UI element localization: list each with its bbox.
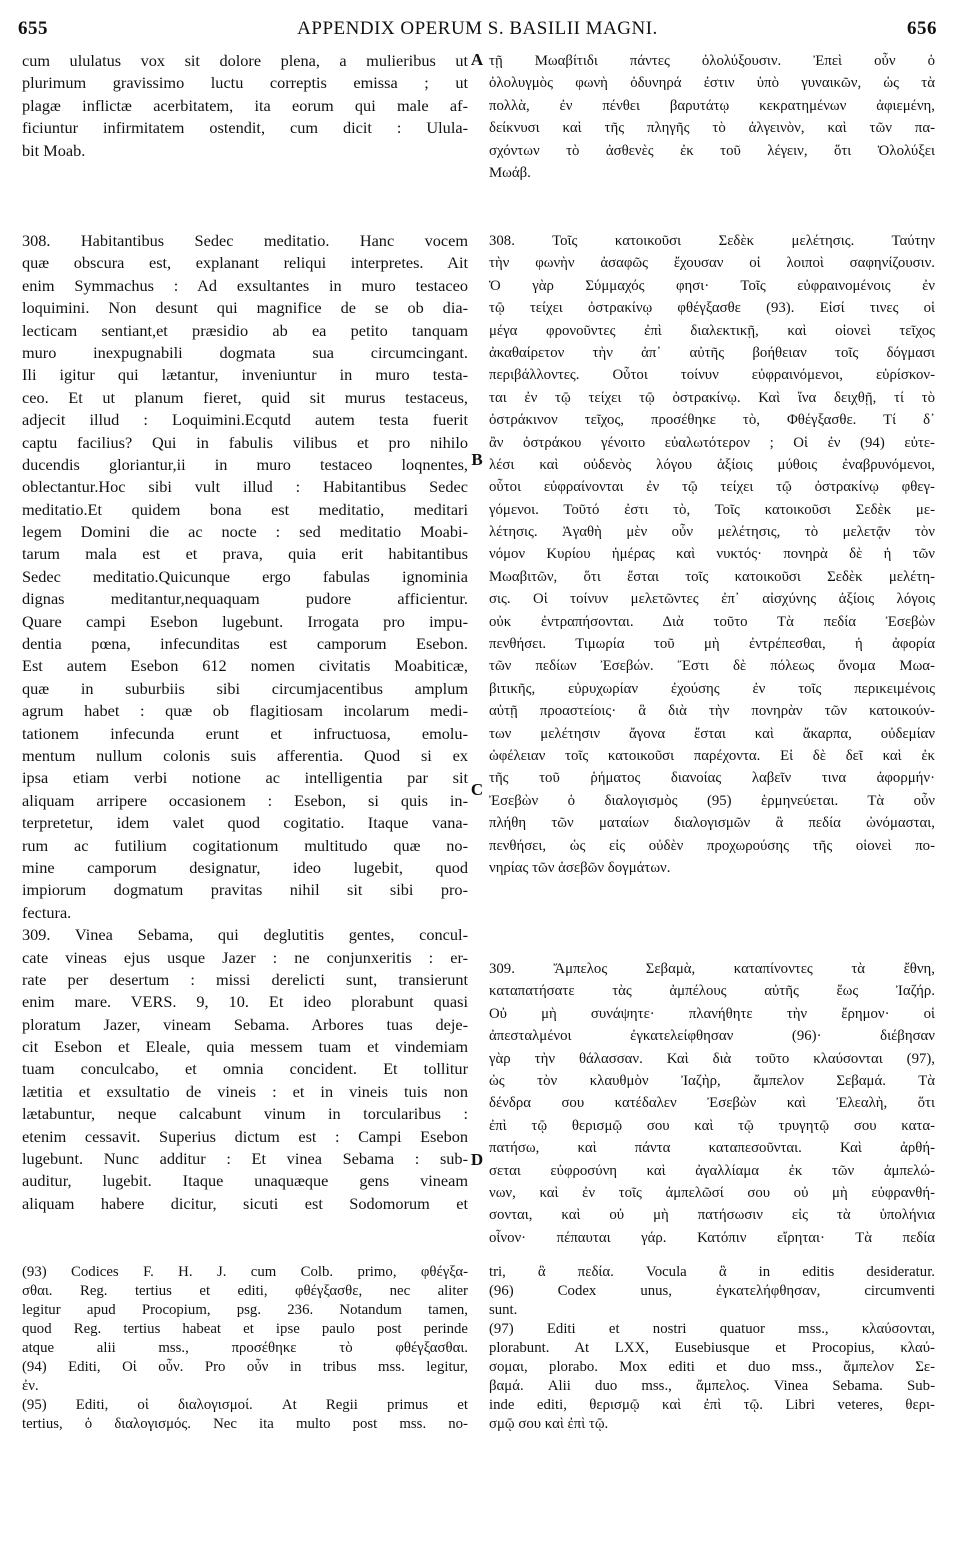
text-line: οἶνον· πέπαυται γάρ. Κατόπιν εἴρηται· Τὰ πεδία xyxy=(489,1229,935,1246)
running-title: APPENDIX OPERUM S. BASILII MAGNI. xyxy=(297,18,658,39)
text-line: δένδρα σου κατέδαλεν Ἐσεβὼν καὶ Ἐλεαλὴ, ὅτι xyxy=(489,1095,935,1112)
text-line: πενθήσει. Τιμωρία τοῦ μὴ ἐντρέπεσθαι, ἡ ἀφορία xyxy=(489,636,935,653)
margin-marker-a: A xyxy=(470,50,484,69)
text-line: νόμον Κυρίου ἡμέρας καὶ νυκτός· πονηρὰ δὲ ἡ τῶν xyxy=(489,546,935,563)
text-line: σθαι. Reg. tertius et editi, φθέγξασθε, nec aliter xyxy=(22,1283,468,1299)
text-line: tationem infecunda erunt et infructuosa, emolu- xyxy=(22,723,468,743)
text-line: ducendis gloriantur,ii in muro testaceo loqnentes, xyxy=(22,454,468,474)
text-line: (95) Editi, οἱ διαλογισμοί. At Regii primus et xyxy=(22,1397,468,1413)
text-line: περιβάλλοντες. Οὗτοι τοίνυν εὐφραινόμενοι, εὑρίσκον- xyxy=(489,367,935,384)
text-line: cum ululatus vox sit dolore plena, a mulieribus ut xyxy=(22,51,468,70)
text-line: ceo. Et ut planum fieret, quid sit murus testaceus, xyxy=(22,387,468,407)
text-line: λέσι καὶ οὐδενὸς λόγου ἀξίοις μύθοις ἐναβρυνόμενοι, xyxy=(489,456,935,473)
text-line: quæ in suburbiis sibi circumjacentibus amplum xyxy=(22,678,468,698)
text-line: captu facilius? Qui in fabulis vilibus et pro nihilo xyxy=(22,432,468,452)
text-line: lætitia et exsultatio de vineis : et in vineis tuis non xyxy=(22,1081,468,1101)
text-line: σχόντων τὸ ἀσθενὲς ἐκ τοῦ λέγειν, ὅτι Ὀλολύξει xyxy=(489,142,935,159)
text-line: quæ obscura est, explanant reliqui interpretes. Ait xyxy=(22,253,468,273)
text-line: Οὐ μὴ συνάψητε· πλανήθητε τὴν ἔρημον· οἱ xyxy=(489,1005,935,1022)
text-line: dentia pœna, infecunditas est camporum Esebon. xyxy=(22,634,468,654)
text-line: lætabuntur, neque calcabunt vinum in torcularibus : xyxy=(22,1104,468,1124)
greek-column-309 xyxy=(489,958,935,1249)
text-line: tri, ἃ πεδία. Vocula ἃ in editis desideratur. xyxy=(489,1264,935,1280)
text-line: Μωάβ. xyxy=(489,164,531,181)
text-line: Quare campi Esebon lugebunt. Irrogata pro impu- xyxy=(22,611,468,631)
text-line: βιτικῆς, εὐρυχωρίαν ἐχούσης ἐν τοῖς περικειμένοις xyxy=(489,680,935,697)
text-line: tuam conculcabo, et omnia concident. Et tollitur xyxy=(22,1059,468,1079)
text-line: ὀλολυγμὸς φωνὴ ὀδυνηρά ἐστιν ὑπὸ γυναικῶν, ὡς τὰ xyxy=(489,75,935,92)
text-line: αὐτῇ προαστείοις· ἃ διὰ τὴν πονηρὰν τῶν κατοικούν- xyxy=(489,703,935,720)
text-line: μέγα φρονοῦντες ἐπὶ διαλεκτικῇ, καὶ οἱονεὶ τεῖχος xyxy=(489,322,935,339)
latin-column-main xyxy=(22,230,468,1215)
text-line: τῆς τοῦ ῥήματος διανοίας λαβεῖν τινα ἀφορμήν· xyxy=(489,770,935,787)
text-line: ἀκαθαίρετον τὴν ἀπ᾽ αὐτῆς βοήθειαν τοῖς δόγμασι xyxy=(489,344,935,361)
text-line: enim Symmachus : Ad exsultantes in muro testaceo xyxy=(22,275,468,295)
text-line: enim mare. VERS. 9, 10. Et ideo plorabunt quasi xyxy=(22,992,468,1012)
text-line: adjecit illud : Loquimini.Ecqutd autem testa fuerit xyxy=(22,410,468,430)
text-line: (96) Codex unus, ἐγκατελήφθησαν, circumventi xyxy=(489,1283,935,1299)
text-line: loquimini. Non desunt qui magnifice de se ob dia- xyxy=(22,298,468,318)
text-line: οὐκ ἐντραπήσονται. Διὰ τοῦτο Τὰ πεδία Ἐσεβὼν xyxy=(489,613,935,630)
text-line: 308. Habitantibus Sedec meditatio. Hanc vocem xyxy=(22,231,468,250)
text-line: νηρίας τῶν ἀσεβῶν δογμάτων. xyxy=(489,859,671,876)
text-line: auditur, lugebit. Itaque unaquæque gens vineam xyxy=(22,1171,468,1191)
text-line: πατήσω, καὶ πάντα καταπεσοῦνται. Καὶ ἀρθή- xyxy=(489,1140,935,1157)
text-line: plagæ inflictæ acerbitatem, ita eorum qui male af- xyxy=(22,95,468,115)
text-line: etenim cessavit. Superius dictum est : Campi Esebon xyxy=(22,1126,468,1146)
text-line: ὡς τὸν κλαυθμὸν Ἰαζὴρ, ἄμπελον Σεβαμά. Τὰ xyxy=(489,1072,935,1089)
text-line: ἀπεσταλμένοι ἐγκατελείφθησαν (96)· διέβησαν xyxy=(489,1028,935,1045)
text-line: quod Reg. tertius habeat et ipse paulo post perinde xyxy=(22,1321,468,1337)
text-line: νων, καὶ ἐν τοῖς ἀμπελῶσί σου οὐ μὴ εὐφρανθή- xyxy=(489,1184,935,1201)
text-line: ἂν ὀστράκου γένοιτο εὐαλωτότερον ; Οἱ ἐν (94) εὐτε- xyxy=(489,434,935,451)
text-line: ται ἐν τῷ τείχει τῷ ὀστρακίνῳ. Καὶ ἵνα δειχθῇ, τί τὸ xyxy=(489,389,935,406)
text-line: impiorum dogmatum pravitas nihil sit sibi pro- xyxy=(22,880,468,900)
text-line: terpretetur, idem valet quod cogitatio. Itaque vana- xyxy=(22,813,468,833)
margin-marker-b: B xyxy=(471,450,483,469)
margin-marker-c: C xyxy=(470,780,484,799)
text-line: lugebunt. Nunc additur : Et vinea Sebama : sub- xyxy=(22,1149,468,1169)
text-line: bit Moab. xyxy=(22,140,86,160)
right-page-number: 656 xyxy=(907,18,937,39)
text-line: Ὁ γὰρ Σύμμαχός φησι· Τοῖς εὐφραινομένοις ἐν xyxy=(489,277,935,294)
text-line: mentum nullum colonis suis afferentia. Quod si ex xyxy=(22,745,468,765)
text-line: τῶν πεδίων Ἐσεβών. Ἔστι δὲ πόλεως ὄνομα Μωα- xyxy=(489,658,935,675)
left-page-number: 655 xyxy=(18,18,48,39)
text-line: sunt. xyxy=(489,1302,518,1318)
text-line: σεται εὐφροσύνη καὶ ἀγαλλίαμα ἐκ τῶν ἀμπελώ- xyxy=(489,1162,935,1179)
text-line: plurimum gravissimo luctu correptis emissa ; ut xyxy=(22,73,468,93)
text-line: δείκνυσι καὶ τῆς πληγῆς τὸ ἀλγεινὸν, καὶ τῶν πα- xyxy=(489,120,935,137)
greek-column-308 xyxy=(489,230,935,879)
text-line: fectura. xyxy=(22,902,72,922)
text-line: meditatio.Et quidem bona est meditatio, meditari xyxy=(22,499,468,519)
text-line: οὗτοι εὐφραίνονται ἐν τῷ τείχει τῷ ὀστρακίνῳ φθεγ- xyxy=(489,479,935,496)
text-line: tertius, ὁ διαλογισμός. Nec ita multo post mss. no- xyxy=(22,1416,468,1432)
footnotes-left xyxy=(22,1263,468,1434)
text-line: agrum habet : quæ ob flagitiosam incolarum medi- xyxy=(22,701,468,721)
text-line: Est autem Esebon 612 nomen civitatis Moabiticæ, xyxy=(22,656,468,676)
text-line: των μελέτησιν ἄγονα ἔσται καὶ ἄκαρπα, οὐδεμίαν xyxy=(489,725,935,742)
text-line: τῇ Μωαβίτιδι πάντες ὀλολύξουσιν. Ἐπεὶ οὖν ὁ xyxy=(489,53,935,69)
text-line: plorabunt. At LXX, Eusebiusque et Procopius, κλαύ- xyxy=(489,1340,935,1356)
text-line: σομαι, plorabo. Mox editi et duo mss., ἄμπελον Σε- xyxy=(489,1359,935,1375)
text-line: ὠφέλειαν τοῖς κατοικοῦσι παρέχοντα. Εἰ δὲ δεῖ καὶ ἐκ xyxy=(489,747,935,764)
text-line: πενθήσει, ὡς εἰς οὐδὲν προχωρούσης τῆς οἱονεὶ πο- xyxy=(489,837,935,854)
text-line: tarum mala est et prava, quia erit habitantibus xyxy=(22,544,468,564)
text-line: inde editi, θερισμῷ καὶ ἐπὶ τῷ. Libri veteres, θερι- xyxy=(489,1397,935,1413)
text-line: 309. Vinea Sebama, qui deglutitis gentes, concul- xyxy=(22,925,468,945)
text-line: σονται, καὶ οὐ μὴ πατήσωσιν εἰς τὰ ὑπολήνια xyxy=(489,1207,935,1224)
text-line: γὰρ τὴν θάλασσαν. Καὶ διὰ τοῦτο κλαύσονται (97), xyxy=(489,1050,935,1067)
text-line: Sedec meditatio.Quicunque ergo fabulas ignominia xyxy=(22,566,468,586)
text-line: Ἐσεβὼν ὁ διαλογισμὸς (95) ἑρμηνεύεται. Τὰ οὖν xyxy=(489,792,935,809)
text-line: ἐν. xyxy=(22,1378,39,1394)
text-line: atque alii mss., προσέθηκε τὸ φθέγξασθαι. xyxy=(22,1340,468,1356)
text-line: mine camporum designatur, ideo lugebit, quod xyxy=(22,857,468,877)
page-header xyxy=(18,18,937,42)
text-line: Μωαβιτῶν, ὅτι ἔσται τοῖς κατοικοῦσι Σεδὲκ μελέτη- xyxy=(489,568,935,585)
text-line: γόμενοι. Τοῦτό ἐστι τὸ, Τοῖς κατοικοῦσι Σεδὲκ με- xyxy=(489,501,935,518)
text-line: aliquam habere dicitur, sicuti est Sodomorum et xyxy=(22,1193,468,1213)
text-line: ploratum Jazer, vineam Sebama. Arbores tuas deje- xyxy=(22,1014,468,1034)
text-line: 309. Ἄμπελος Σεβαμὰ, καταπίνοντες τὰ ἔθνη, xyxy=(489,961,935,977)
text-line: rum ac futilium cogitationum multitudo quæ no- xyxy=(22,835,468,855)
text-line: legitur apud Procopium, psg. 236. Notandum tamen, xyxy=(22,1302,468,1318)
text-line: ἐπὶ τῷ θερισμῷ σου καὶ τῷ τρυγητῷ σου κατα- xyxy=(489,1117,935,1134)
text-line: τὴν φωνὴν ἀσαφῶς ἔχουσαν οἱ λοιποὶ σαφηνίζουσιν. xyxy=(489,255,935,272)
text-line: lecticam sentiant,et præsidio ab ea petito tanquam xyxy=(22,320,468,340)
text-line: ipsa etiam verbi notione ac intelligentia par sit xyxy=(22,768,468,788)
margin-marker-d: D xyxy=(470,1150,484,1169)
text-line: dignas meditantur,nequaquam pudore afficientur. xyxy=(22,589,468,609)
text-line: καταπατήσατε τὰς ἀμπέλους αὐτῆς ἕως Ἰαζήρ. xyxy=(489,983,935,1000)
text-line: cate vineas ejus usque Jazer : ne conjunxeritis : er- xyxy=(22,947,468,967)
text-line: βαμά. Alii duo mss., ἄμπελος. Vinea Sebama. Sub- xyxy=(489,1378,935,1394)
text-line: Ili igitur qui lætantur, inveniuntur in muro testa- xyxy=(22,365,468,385)
text-line: (97) Editi et nostri quatuor mss., κλαύσονται, xyxy=(489,1321,935,1337)
greek-column-intro xyxy=(489,50,935,184)
text-line: 308. Τοῖς κατοικοῦσι Σεδὲκ μελέτησις. Ταύτην xyxy=(489,233,935,249)
latin-column-intro xyxy=(22,50,468,162)
text-line: cit Esebon et Eleale, quia messem tuam et vindemiam xyxy=(22,1037,468,1057)
text-line: muro inexpugnabili dogmata sua circumcingant. xyxy=(22,342,468,362)
text-line: τῷ τείχει ὀστρακίνῳ φθέγξασθε (93). Εἰσί τινες οἱ xyxy=(489,300,935,317)
text-line: rate per desertum : missi derelicti sunt, transierunt xyxy=(22,969,468,989)
text-line: (94) Editi, Οἱ οὖν. Pro οὖν in tribus mss. legitur, xyxy=(22,1359,468,1375)
text-line: σις. Οἱ τοίνυν μελετῶντες ἐπ᾽ αἰσχύνης ἀξίοις λόγοις xyxy=(489,591,935,608)
text-line: (93) Codices F. H. J. cum Colb. primo, φθέγξα- xyxy=(22,1264,468,1280)
text-line: πολλὰ, ἐν πένθει βαρυτάτῳ κεκρατημένων ἀφιεμένη, xyxy=(489,97,935,114)
text-line: aliquam arripere occasionem : Esebon, si quis in- xyxy=(22,790,468,810)
text-line: ficiuntur infirmitatem ostendit, cum dicit : Ulula- xyxy=(22,118,468,138)
text-line: πλήθη τῶν ματαίων διαλογισμῶν ἃ πεδία ὠνόμασται, xyxy=(489,815,935,832)
text-line: legem Domini die ac nocte : sed meditatio Moabi- xyxy=(22,522,468,542)
footnotes-right xyxy=(489,1263,935,1434)
text-line: ὀστράκινον τεῖχος, προσέθηκε τὸ, Φθέγξασθε. Τί δ᾽ xyxy=(489,412,935,429)
text-line: σμῷ σου καὶ ἐπὶ τῷ. xyxy=(489,1416,609,1432)
text-line: λέτησις. Ἀγαθὴ μὲν οὖν μελέτησις, τὸ μελετᾷν τὸν xyxy=(489,524,935,541)
text-line: oblectantur.Hoc sibi vult illud : Habitantibus Sedec xyxy=(22,477,468,497)
